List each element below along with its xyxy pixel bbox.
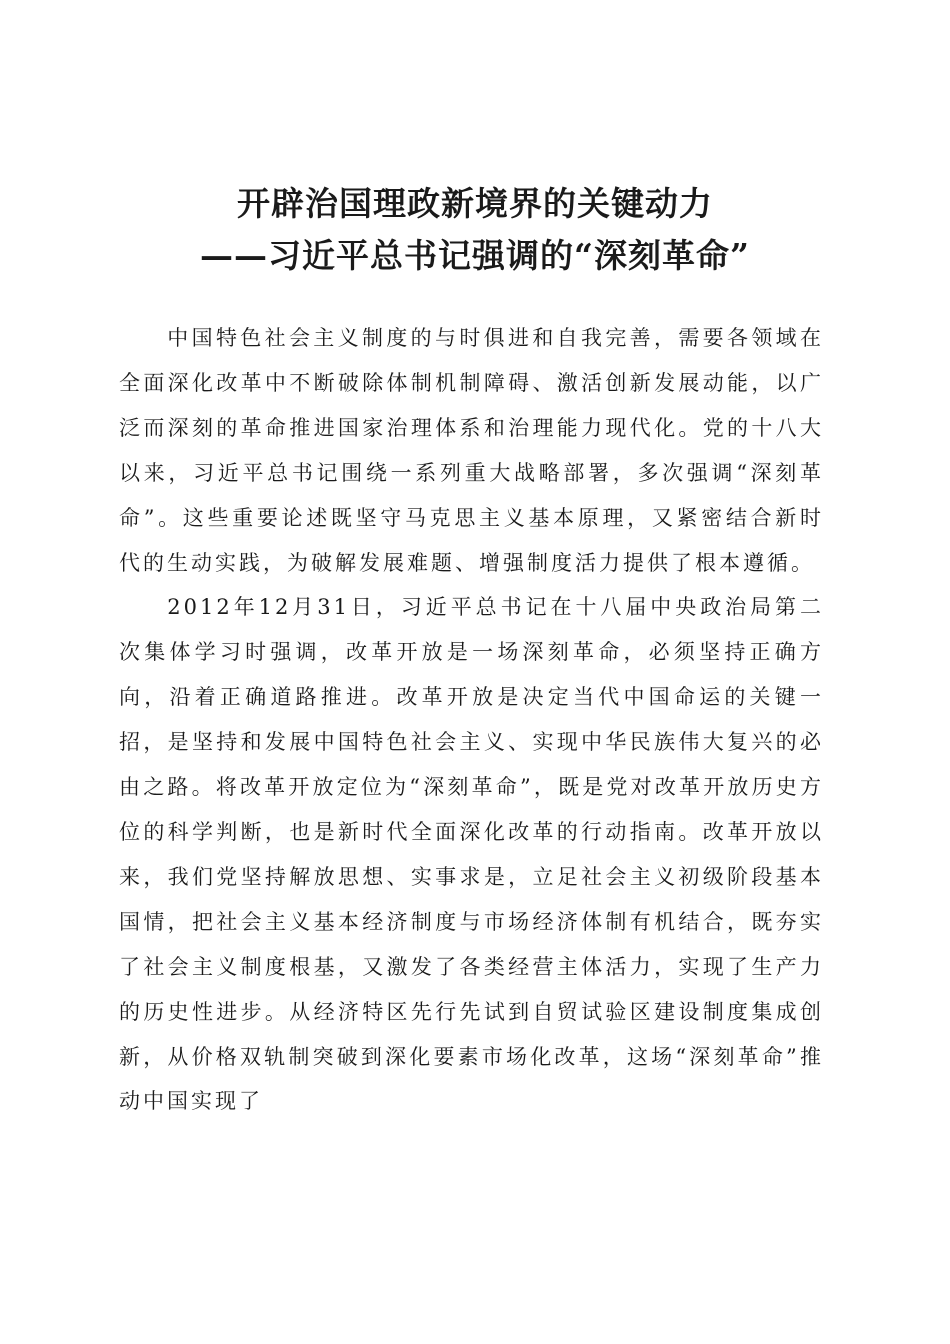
title-line-1: 开辟治国理政新境界的关键动力: [237, 184, 713, 223]
paragraph: 中国特色社会主义制度的与时俱进和自我完善，需要各领域在全面深化改革中不断破除体制机制障碍、激活创新发展动能，以广泛而深刻的革命推进国家治理体系和治理能力现代化。党的十八大以来，习近平总书记围绕一系列重大战略部署，多次强调“深刻革命”。这些重要论述既坚守马克思主义基本原理，又紧密结合新时代的生动实践，为破解发展难题、增强制度活力提供了根本遵循。: [119, 326, 824, 575]
document-body: [119, 316, 824, 1124]
document-title: [0, 178, 950, 282]
paragraph: 2012年12月31日，习近平总书记在十八届中央政治局第二次集体学习时强调，改革开放是一场深刻革命，必须坚持正确方向，沿着正确道路推进。改革开放是决定当代中国命运的关键一招，是坚持和发展中国特色社会主义、实现中华民族伟大复兴的必由之路。将改革开放定位为“深刻革命”，既是党对改革开放历史方位的科学判断，也是新时代全面深化改革的行动指南。改革开放以来，我们党坚持解放思想、实事求是，立足社会主义初级阶段基本国情，把社会主义基本经济制度与市场经济体制有机结合，既夯实了社会主义制度根基，又激发了各类经营主体活力，实现了生产力的历史性进步。从经济特区先行先试到自贸试验区建设制度集成创新，从价格双轨制突破到深化要素市场化改革，这场“深刻革命”推动中国实现了: [119, 595, 824, 1114]
title-line-2: ——习近平总书记强调的“深刻革命”: [200, 236, 750, 275]
